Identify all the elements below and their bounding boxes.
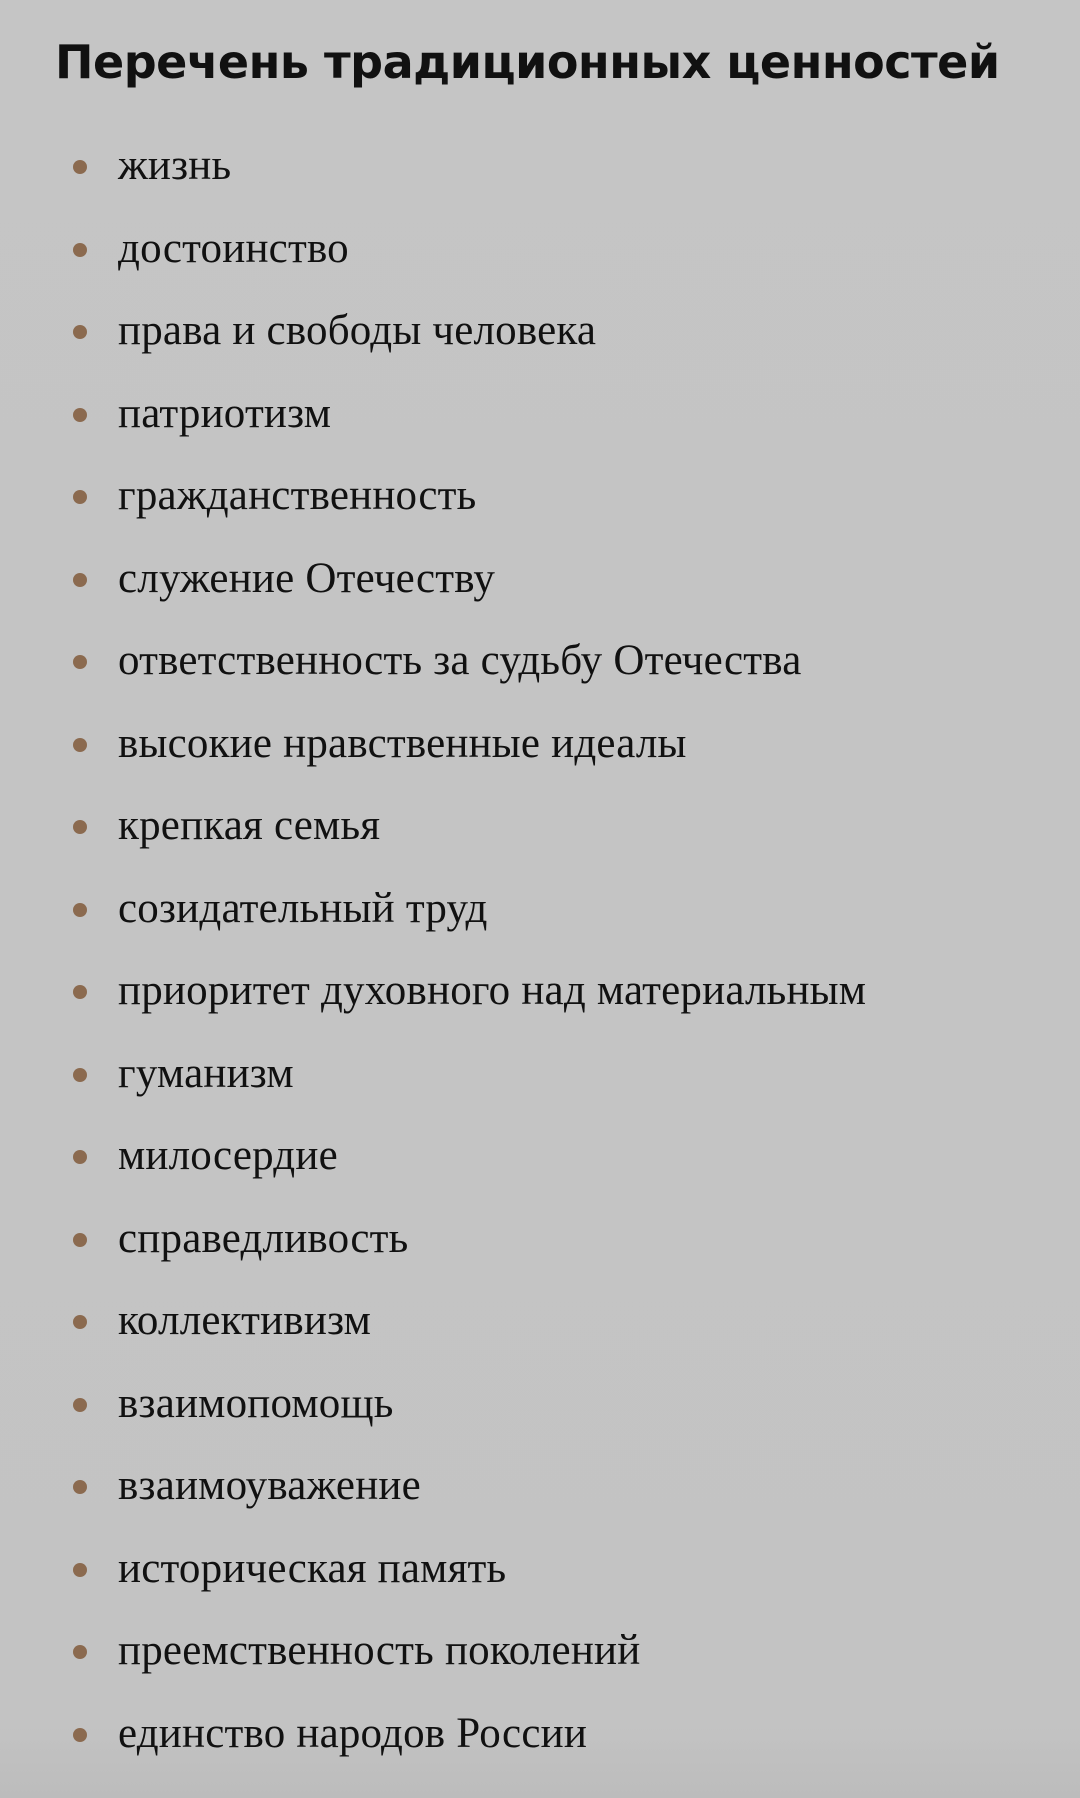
list-item: [0, 1280, 1080, 1363]
list-item-text: ответственность за судьбу Отечества: [118, 637, 802, 684]
list-item: [0, 868, 1080, 951]
list-item-text: преемственность поколений: [118, 1627, 641, 1674]
list-item: [0, 1528, 1080, 1611]
bullet-icon: [73, 1480, 87, 1494]
list-item-text: достоинство: [118, 224, 349, 272]
list-item-text: патриотизм: [118, 389, 332, 437]
list-item-text: милосердие: [118, 1132, 338, 1179]
list-item: [0, 1198, 1080, 1281]
list-item-text: взаимоуважение: [118, 1462, 421, 1509]
list-item: [0, 1363, 1080, 1446]
list-item-text: гуманизм: [118, 1049, 294, 1097]
list-item-text: крепкая семья: [118, 802, 381, 849]
list-item-text: справедливость: [118, 1214, 409, 1262]
bullet-icon: [73, 655, 87, 669]
list-item: [0, 538, 1080, 621]
list-item-text: коллективизм: [118, 1297, 372, 1344]
bullet-icon: [73, 1150, 87, 1164]
bullet-icon: [73, 325, 87, 339]
bullet-icon: [73, 1728, 87, 1742]
bullet-icon: [73, 408, 87, 422]
list-item: [0, 125, 1080, 208]
list-item: [0, 208, 1080, 291]
values-list: [0, 125, 1080, 1775]
bullet-icon: [73, 160, 87, 174]
bullet-icon: [73, 903, 87, 917]
list-item: [0, 1033, 1080, 1116]
list-item: [0, 1115, 1080, 1198]
list-item: [0, 785, 1080, 868]
list-item-text: приоритет духовного над материальным: [118, 967, 867, 1014]
list-item-text: историческая память: [118, 1544, 507, 1592]
bullet-icon: [73, 1563, 87, 1577]
list-item-text: служение Отечеству: [118, 554, 496, 602]
list-item: [0, 620, 1080, 703]
bullet-icon: [73, 1398, 87, 1412]
bullet-icon: [73, 1315, 87, 1329]
list-item: [0, 455, 1080, 538]
bullet-icon: [73, 985, 87, 999]
bullet-icon: [73, 1645, 87, 1659]
list-item-text: высокие нравственные идеалы: [118, 719, 687, 767]
bullet-icon: [73, 1233, 87, 1247]
bullet-icon: [73, 490, 87, 504]
bullet-icon: [73, 738, 87, 752]
list-item: [0, 290, 1080, 373]
list-item-text: созидательный труд: [118, 884, 488, 932]
bullet-icon: [73, 573, 87, 587]
list-item: [0, 703, 1080, 786]
list-item-text: права и свободы человека: [118, 307, 597, 354]
page-title: Перечень традиционных ценностей: [55, 35, 1000, 89]
list-item: [0, 950, 1080, 1033]
list-item: [0, 1610, 1080, 1693]
list-item: [0, 373, 1080, 456]
list-item-text: единство народов России: [118, 1709, 588, 1757]
list-item-text: гражданственность: [118, 472, 477, 519]
bullet-icon: [73, 243, 87, 257]
list-item: [0, 1693, 1080, 1776]
list-item-text: жизнь: [118, 142, 232, 189]
list-item: [0, 1445, 1080, 1528]
list-item-text: взаимопомощь: [118, 1379, 394, 1427]
bullet-icon: [73, 820, 87, 834]
bullet-icon: [73, 1068, 87, 1082]
